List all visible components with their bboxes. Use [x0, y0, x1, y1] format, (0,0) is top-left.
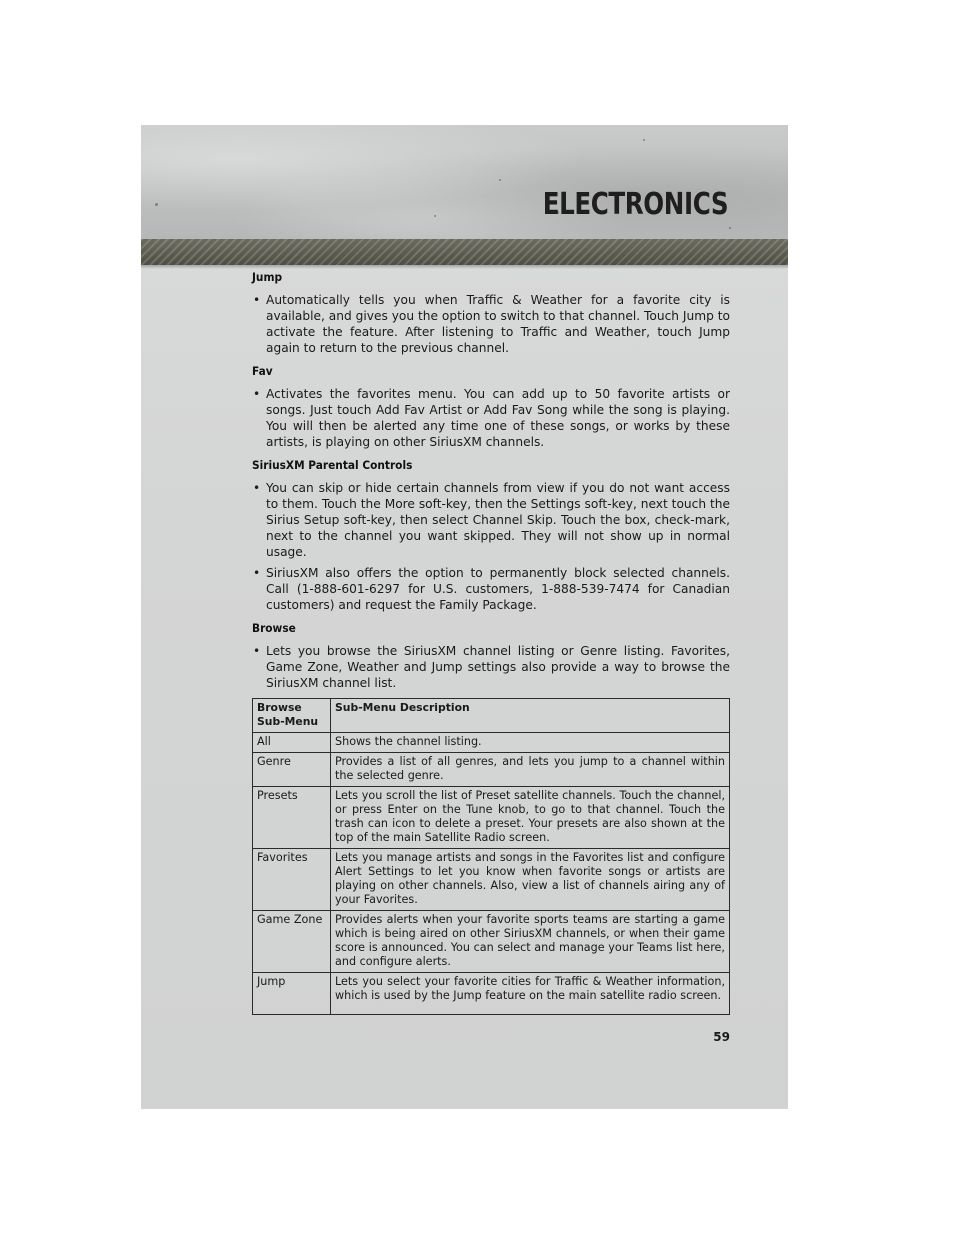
column-header-description: Sub-Menu Description: [331, 699, 730, 733]
bullet-icon: •: [253, 566, 261, 580]
cell-submenu-description: Lets you manage artists and songs in the Favorites list and configure Alert Settings to let you know when favorite songs or artists are playing on other channels. Also, view a list of channels airing any of your Favorites.: [331, 849, 730, 911]
list-item: [252, 643, 730, 691]
table-row: [253, 733, 730, 753]
header-stripe-band: [141, 239, 788, 265]
bullet-icon: •: [253, 293, 261, 307]
cell-submenu-name: Game Zone: [253, 911, 331, 973]
table-row: [253, 753, 730, 787]
section-header-banner: [141, 125, 788, 239]
bullet-list-fav: [252, 386, 730, 450]
section-title-siriusxm-parental-controls: SiriusXM Parental Controls: [252, 458, 413, 472]
list-item: [252, 292, 730, 356]
table-row: [253, 787, 730, 849]
bullet-text: SiriusXM also offers the option to permanently block selected channels. Call (1-888-601-6297 for U.S. customers, 1-888-539-7474 for Canadian customers) and request the Family Package.: [266, 566, 730, 612]
table-header-row: [253, 699, 730, 733]
bullet-icon: •: [253, 481, 261, 495]
cell-submenu-name: Presets: [253, 787, 331, 849]
list-item: [252, 480, 730, 560]
bullet-text: Activates the favorites menu. You can add up to 50 favorite artists or songs. Just touch Add Fav Artist or Add Fav Song while the song is playing. You will then be alerted any time one of these songs, or works by these artists, is playing on other SiriusXM channels.: [266, 387, 730, 449]
section-title-browse: Browse: [252, 621, 296, 635]
cell-submenu-name: Favorites: [253, 849, 331, 911]
bullet-list-jump: [252, 292, 730, 356]
bullet-list-browse: [252, 643, 730, 691]
cell-submenu-name: All: [253, 733, 331, 753]
cell-submenu-name: Jump: [253, 973, 331, 1015]
bullet-icon: •: [253, 387, 261, 401]
table-row: [253, 849, 730, 911]
bullet-list-siriusxm-parental-controls: [252, 480, 730, 613]
cell-submenu-description: Lets you scroll the list of Preset satellite channels. Touch the channel, or press Enter on the Tune knob, to go to that channel. Touch the trash can icon to delete a preset. Your presets are also shown at the top of the main Satellite Radio screen.: [331, 787, 730, 849]
table-row: [253, 973, 730, 1015]
bullet-text: Automatically tells you when Traffic & Weather for a favorite city is available, and gives you the option to switch to that channel. Touch Jump to activate the feature. After listening to Traffic and Weather, touch Jump again to return to the previous channel.: [266, 293, 730, 355]
bullet-text: You can skip or hide certain channels from view if you do not want access to them. Touch the More soft-key, then the Settings soft-key, next touch the Sirius Setup soft-key, then select Channel Skip. Touch the box, check-mark, next to the channel you want skipped. They will not show up in normal usage.: [266, 481, 730, 559]
cell-submenu-description: Provides alerts when your favorite sports teams are starting a game which is being aired on other SiriusXM channels, or when their game score is announced. You can select and manage your Teams list here, and configure alerts.: [331, 911, 730, 973]
browse-submenu-table: [252, 698, 730, 1015]
list-item: [252, 565, 730, 613]
manual-page: [141, 125, 788, 1109]
page-title: ELECTRONICS: [542, 187, 728, 222]
list-item: [252, 386, 730, 450]
table-row: [253, 911, 730, 973]
cell-submenu-name: Genre: [253, 753, 331, 787]
cell-submenu-description: Shows the channel listing.: [331, 733, 730, 753]
cell-submenu-description: Provides a list of all genres, and lets you jump to a channel within the selected genre.: [331, 753, 730, 787]
page-content: [252, 269, 730, 1015]
section-title-jump: Jump: [252, 270, 283, 284]
bullet-icon: •: [253, 644, 261, 658]
page-number: 59: [713, 1030, 730, 1044]
column-header-submenu: Browse Sub-Menu: [253, 699, 331, 733]
bullet-text: Lets you browse the SiriusXM channel listing or Genre listing. Favorites, Game Zone, Weather and Jump settings also provide a way to browse the SiriusXM channel list.: [266, 644, 730, 690]
cell-submenu-description: Lets you select your favorite cities for Traffic & Weather information, which is used by the Jump feature on the main satellite radio screen.: [331, 973, 730, 1015]
section-title-fav: Fav: [252, 364, 273, 378]
